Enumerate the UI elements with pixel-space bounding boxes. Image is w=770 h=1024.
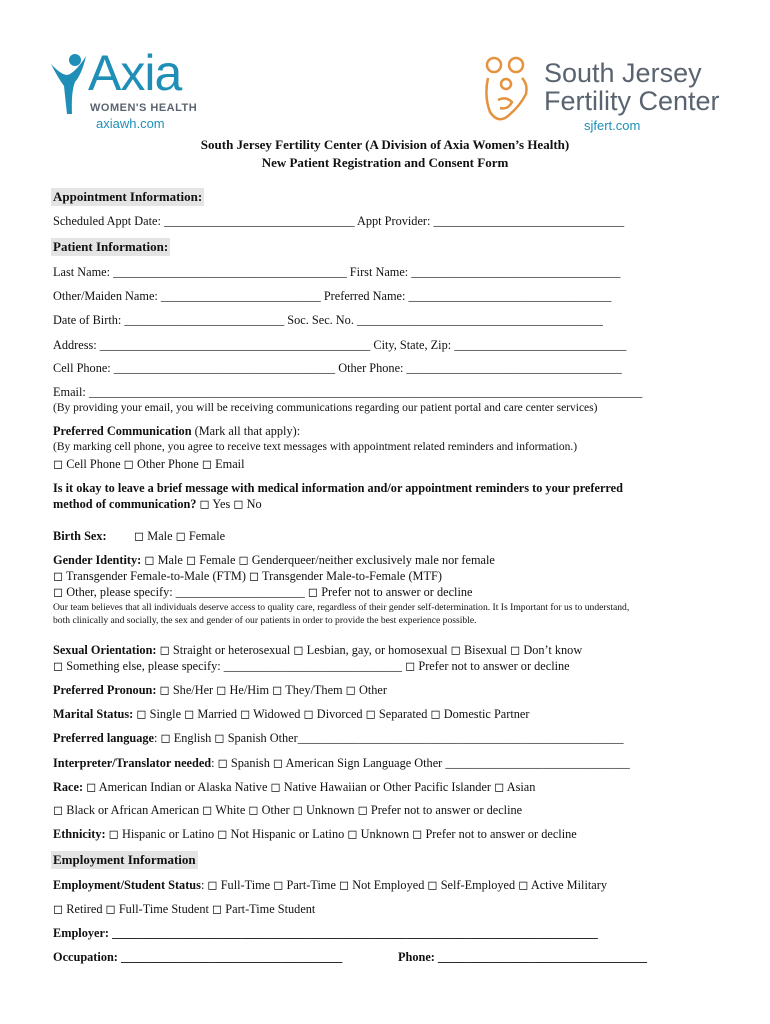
sexual-orientation-row (53, 643, 582, 658)
message-question-line1: Is it okay to leave a brief message with medical information and/or appointment reminders to your preferred (53, 481, 623, 495)
preferred-pronoun-options[interactable]: ◻ She/Her ◻ He/Him ◻ They/Them ◻ Other (156, 683, 387, 697)
ethnicity-options[interactable]: ◻ Hispanic or Latino ◻ Not Hispanic or Latino ◻ Unknown ◻ Prefer not to answer or decline (105, 827, 577, 841)
interpreter-options[interactable]: : ◻ Spanish ◻ American Sign Language Other ______________________________ (211, 756, 630, 770)
sjfc-name-line1: South Jersey (544, 58, 702, 88)
sjfc-family-icon (482, 56, 530, 126)
appointment-heading: Appointment Information: (53, 189, 203, 204)
form-title-line1: South Jersey Fertility Center (A Division of Axia Women’s Health) (200, 137, 570, 152)
employment-status-options-1[interactable]: : ◻ Full-Time ◻ Part-Time ◻ Not Employed ◻ Self-Employed ◻ Active Military (200, 878, 607, 892)
message-options[interactable]: ◻ Yes ◻ No (196, 497, 262, 511)
dob-ssn-field[interactable]: Date of Birth: __________________________ Soc. Sec. No. ________________________________________ (53, 313, 603, 327)
other-preferred-name-field[interactable]: Other/Maiden Name: __________________________ Preferred Name: _________________________________ (53, 289, 612, 303)
preferred-language-label: Preferred language (53, 731, 154, 745)
sjfc-name-line2: Fertility Center (544, 86, 720, 116)
birth-sex-options[interactable]: ◻ Male ◻ Female (134, 529, 226, 543)
preferred-pronoun-label: Preferred Pronoun: (53, 683, 157, 697)
birth-sex-label: Birth Sex: (53, 529, 107, 543)
form-title-line2: New Patient Registration and Consent Form (261, 155, 509, 170)
preferred-communication-note: (By marking cell phone, you agree to receive text messages with appointment related reminders and information.) (53, 441, 578, 453)
race-options-2[interactable]: ◻ Black or African American ◻ White ◻ Other ◻ Unknown ◻ Prefer not to answer or decline (53, 803, 523, 817)
employer-phone-field[interactable]: Phone: __________________________________ (398, 950, 648, 964)
email-note: (By providing your email, you will be receiving communications regarding our patient portal and care center services) (53, 402, 598, 414)
race-options-1[interactable]: ◻ American Indian or Alaska Native ◻ Native Hawaiian or Other Pacific Islander ◻ Asian (83, 780, 536, 794)
patient-heading: Patient Information: (53, 239, 169, 254)
message-question-text: method of communication? (53, 497, 197, 511)
marital-status-row (53, 707, 529, 722)
axia-subtitle: WOMEN'S HEALTH (90, 102, 198, 114)
employer-field[interactable]: Employer: _______________________________________________________________________________ (53, 926, 598, 940)
preferred-language-options[interactable]: : ◻ English ◻ Spanish Other_____________________________________________________ (153, 731, 624, 745)
occupation-field[interactable]: Occupation: ____________________________________ (53, 950, 343, 964)
sexual-orientation-label: Sexual Orientation: (53, 643, 157, 657)
preferred-communication (53, 424, 300, 439)
gender-identity-options-1[interactable]: ◻ Male ◻ Female ◻ Genderqueer/neither exclusively male nor female (141, 553, 495, 567)
race-label: Race: (53, 780, 84, 794)
employment-status-label: Employment/Student Status (53, 878, 201, 892)
gender-identity-options-2[interactable]: ◻ Transgender Female-to-Male (FTM) ◻ Transgender Male-to-Female (MTF) (53, 569, 442, 583)
employment-heading: Employment Information (53, 852, 196, 867)
employment-status-row (53, 878, 607, 893)
email-field[interactable]: Email: __________________________________________________________________________________________ (53, 385, 643, 399)
gender-identity-label: Gender Identity: (53, 553, 142, 567)
preferred-language-row (53, 731, 624, 746)
address-field[interactable]: Address: ____________________________________________ City, State, Zip: ____________________________ (53, 338, 627, 352)
last-first-name-field[interactable]: Last Name: ______________________________________ First Name: __________________________________ (53, 265, 621, 279)
preferred-communication-hint: (Mark all that apply): (191, 424, 301, 438)
ethnicity-label: Ethnicity: (53, 827, 106, 841)
appointment-date-provider-field[interactable]: Scheduled Appt Date: _______________________________ Appt Provider: _______________________________ (53, 214, 625, 228)
interpreter-row (53, 756, 630, 771)
gender-note-line1: Our team believes that all individuals deserve access to quality care, regardless of their gender self-determination. It Is Important for us to understand, (53, 602, 630, 613)
message-question-line2 (53, 497, 262, 512)
axia-url: axiawh.com (96, 116, 165, 131)
axia-figure-icon (48, 52, 90, 118)
gender-note-line2: both clinically and socially, the sex and gender of our patients in order to provide the best experience possible. (53, 615, 477, 626)
interpreter-label: Interpreter/Translator needed (53, 756, 212, 770)
axia-wordmark: Axia (88, 45, 182, 101)
marital-status-label: Marital Status: (53, 707, 134, 721)
phone-fields[interactable]: Cell Phone: ____________________________________ Other Phone: ___________________________________ (53, 361, 622, 375)
sexual-orientation-options-1[interactable]: ◻ Straight or heterosexual ◻ Lesbian, gay, or homosexual ◻ Bisexual ◻ Don’t know (156, 643, 583, 657)
preferred-pronoun-row (53, 683, 387, 698)
race-row (53, 780, 535, 795)
gender-identity-row (53, 553, 495, 568)
sjfc-url: sjfert.com (584, 118, 641, 133)
marital-status-options[interactable]: ◻ Single ◻ Married ◻ Widowed ◻ Divorced ◻ Separated ◻ Domestic Partner (133, 707, 530, 721)
preferred-communication-options[interactable]: ◻ Cell Phone ◻ Other Phone ◻ Email (53, 457, 245, 471)
ethnicity-row (53, 827, 577, 842)
gender-identity-options-3[interactable]: ◻ Other, please specify: _____________________ ◻ Prefer not to answer or decline (53, 585, 473, 599)
preferred-communication-label: Preferred Communication (53, 424, 192, 438)
employment-status-options-2[interactable]: ◻ Retired ◻ Full-Time Student ◻ Part-Time Student (53, 902, 316, 916)
sexual-orientation-options-2[interactable]: ◻ Something else, please specify: _____________________________ ◻ Prefer not to answer or decline (53, 659, 570, 673)
